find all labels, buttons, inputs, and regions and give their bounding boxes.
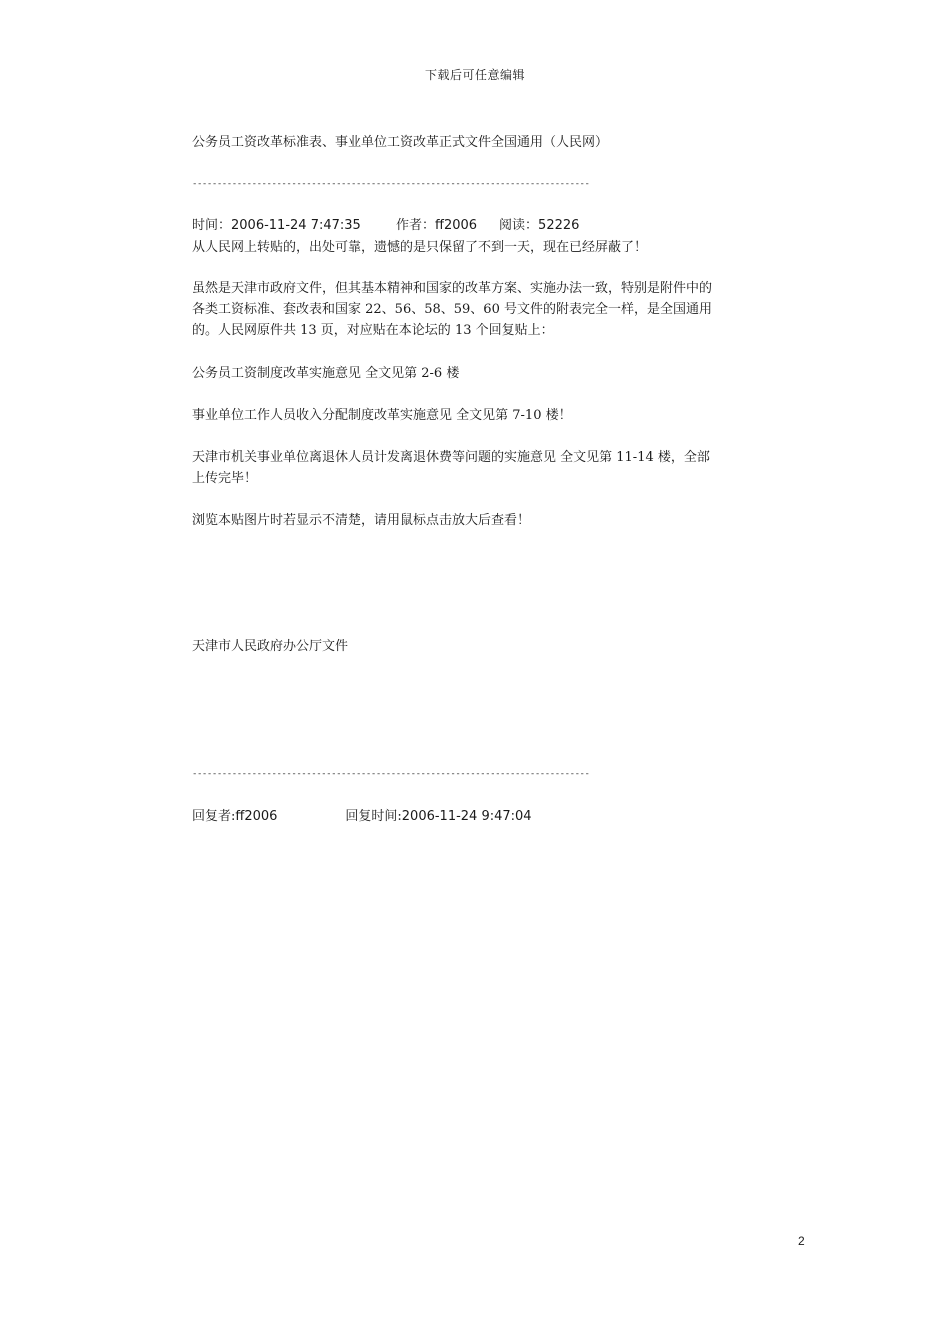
replier-label: 回复者:: [192, 809, 236, 824]
reply-time-value: 2006-11-24 9:47:04: [401, 809, 532, 824]
paragraph-line-2: 各类工资标准、套改表和国家 22、56、58、59、60 号文件的附表完全一样，是全国通用: [192, 302, 712, 317]
list-item: 事业单位工作人员收入分配制度改革实施意见 全文见第 7-10 楼！: [192, 408, 572, 423]
reads-value: 52226: [538, 218, 580, 233]
paragraph-line-3: 的。人民网原件共 13 页，对应贴在本论坛的 13 个回复贴上：: [192, 323, 554, 338]
separator-top: --------------------------------------------------------------------------------: [192, 179, 590, 189]
list-item: 公务员工资制度改革实施意见 全文见第 2-6 楼: [192, 366, 460, 381]
post-title: 公务员工资改革标准表、事业单位工资改革正式文件全国通用（人民网）: [192, 135, 609, 150]
page-header: 下载后可任意编辑: [424, 68, 525, 82]
author-label: 作者：: [396, 218, 436, 233]
reply-meta: [192, 806, 532, 827]
note-text: 浏览本贴图片时若显示不清楚，请用鼠标点击放大后查看！: [192, 513, 531, 528]
page-number: 2: [798, 1234, 805, 1248]
time-value: 2006-11-24 7:47:35: [231, 218, 361, 233]
intro-text: 从人民网上转贴的，出处可靠，遗憾的是只保留了不到一天，现在已经屏蔽了！: [192, 240, 648, 255]
author-value: ff2006: [435, 218, 478, 233]
list-item-line-2: 上传完毕！: [192, 471, 258, 486]
time-label: 时间：: [192, 218, 232, 233]
reads-label: 阅读：: [499, 218, 539, 233]
separator-bottom: --------------------------------------------------------------------------------: [192, 769, 590, 779]
post-meta: [192, 215, 579, 236]
replier-value: ff2006: [235, 809, 278, 824]
office-heading: 天津市人民政府办公厅文件: [192, 639, 349, 654]
paragraph-line-1: 虽然是天津市政府文件，但其基本精神和国家的改革方案、实施办法一致，特别是附件中的: [192, 281, 713, 296]
list-item-line-1: 天津市机关事业单位离退休人员计发离退休费等问题的实施意见 全文见第 11-14 楼，全部: [192, 450, 710, 465]
reply-time-label: 回复时间:: [345, 809, 402, 824]
